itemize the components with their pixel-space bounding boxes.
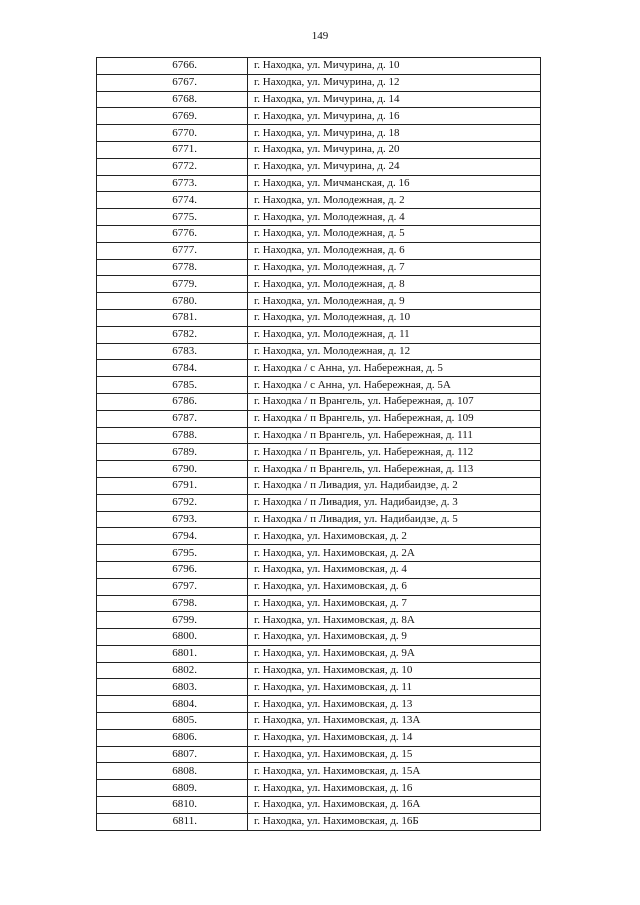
address-cell: г. Находка, ул. Нахимовская, д. 11: [248, 679, 541, 696]
row-number: 6777.: [97, 242, 248, 259]
row-number: 6778.: [97, 259, 248, 276]
table-row: [97, 259, 541, 276]
row-number: 6800.: [97, 629, 248, 646]
row-number: 6809.: [97, 780, 248, 797]
address-cell: г. Находка, ул. Молодежная, д. 5: [248, 225, 541, 242]
address-cell: г. Находка, ул. Мичурина, д. 12: [248, 74, 541, 91]
table-row: [97, 679, 541, 696]
table-row: [97, 225, 541, 242]
address-cell: г. Находка, ул. Нахимовская, д. 15: [248, 746, 541, 763]
table-row: [97, 612, 541, 629]
address-cell: г. Находка, ул. Нахимовская, д. 13: [248, 696, 541, 713]
row-number: 6794.: [97, 528, 248, 545]
table-row: [97, 578, 541, 595]
table-row: [97, 545, 541, 562]
row-number: 6793.: [97, 511, 248, 528]
address-cell: г. Находка, ул. Нахимовская, д. 16А: [248, 797, 541, 814]
row-number: 6786.: [97, 393, 248, 410]
row-number: 6774.: [97, 192, 248, 209]
row-number: 6806.: [97, 729, 248, 746]
table-row: [97, 74, 541, 91]
table-row: [97, 175, 541, 192]
address-cell: г. Находка, ул. Нахимовская, д. 6: [248, 578, 541, 595]
address-table-body: [97, 58, 541, 831]
address-cell: г. Находка / с Анна, ул. Набережная, д. 5А: [248, 377, 541, 394]
row-number: 6780.: [97, 293, 248, 310]
table-row: [97, 360, 541, 377]
table-row: [97, 158, 541, 175]
table-row: [97, 813, 541, 830]
address-cell: г. Находка, ул. Нахимовская, д. 4: [248, 561, 541, 578]
address-cell: г. Находка, ул. Молодежная, д. 4: [248, 209, 541, 226]
address-cell: г. Находка, ул. Нахимовская, д. 8А: [248, 612, 541, 629]
address-cell: г. Находка, ул. Молодежная, д. 10: [248, 309, 541, 326]
table-row: [97, 696, 541, 713]
address-cell: г. Находка / п Врангель, ул. Набережная, д. 112: [248, 444, 541, 461]
table-row: [97, 293, 541, 310]
table-row: [97, 141, 541, 158]
table-row: [97, 427, 541, 444]
row-number: 6804.: [97, 696, 248, 713]
page-number: 149: [311, 30, 329, 42]
table-row: [97, 326, 541, 343]
address-cell: г. Находка, ул. Мичурина, д. 20: [248, 141, 541, 158]
table-row: [97, 746, 541, 763]
row-number: 6791.: [97, 477, 248, 494]
row-number: 6805.: [97, 713, 248, 730]
row-number: 6797.: [97, 578, 248, 595]
table-row: [97, 461, 541, 478]
address-cell: г. Находка / п Ливадия, ул. Надибаидзе, д. 5: [248, 511, 541, 528]
row-number: 6792.: [97, 494, 248, 511]
table-row: [97, 561, 541, 578]
table-row: [97, 477, 541, 494]
address-cell: г. Находка, ул. Нахимовская, д. 10: [248, 662, 541, 679]
row-number: 6769.: [97, 108, 248, 125]
row-number: 6775.: [97, 209, 248, 226]
row-number: 6789.: [97, 444, 248, 461]
row-number: 6779.: [97, 276, 248, 293]
table-row: [97, 309, 541, 326]
row-number: 6787.: [97, 410, 248, 427]
row-number: 6810.: [97, 797, 248, 814]
row-number: 6783.: [97, 343, 248, 360]
address-cell: г. Находка, ул. Молодежная, д. 9: [248, 293, 541, 310]
row-number: 6771.: [97, 141, 248, 158]
address-cell: г. Находка, ул. Нахимовская, д. 9А: [248, 645, 541, 662]
row-number: 6784.: [97, 360, 248, 377]
table-row: [97, 763, 541, 780]
row-number: 6776.: [97, 225, 248, 242]
table-row: [97, 108, 541, 125]
address-cell: г. Находка, ул. Нахимовская, д. 9: [248, 629, 541, 646]
table-row: [97, 595, 541, 612]
table-row: [97, 410, 541, 427]
row-number: 6798.: [97, 595, 248, 612]
table-row: [97, 528, 541, 545]
address-cell: г. Находка / п Врангель, ул. Набережная, д. 111: [248, 427, 541, 444]
address-table: [96, 57, 541, 831]
address-cell: г. Находка, ул. Мичманская, д. 16: [248, 175, 541, 192]
address-cell: г. Находка / п Ливадия, ул. Надибаидзе, д. 3: [248, 494, 541, 511]
address-cell: г. Находка, ул. Нахимовская, д. 15А: [248, 763, 541, 780]
row-number: 6785.: [97, 377, 248, 394]
address-cell: г. Находка, ул. Молодежная, д. 12: [248, 343, 541, 360]
table-row: [97, 511, 541, 528]
row-number: 6767.: [97, 74, 248, 91]
table-row: [97, 242, 541, 259]
address-cell: г. Находка / п Врангель, ул. Набережная, д. 113: [248, 461, 541, 478]
row-number: 6808.: [97, 763, 248, 780]
table-row: [97, 444, 541, 461]
row-number: 6803.: [97, 679, 248, 696]
address-cell: г. Находка, ул. Мичурина, д. 16: [248, 108, 541, 125]
address-cell: г. Находка, ул. Молодежная, д. 7: [248, 259, 541, 276]
row-number: 6766.: [97, 58, 248, 75]
address-cell: г. Находка, ул. Нахимовская, д. 16: [248, 780, 541, 797]
address-cell: г. Находка, ул. Мичурина, д. 18: [248, 125, 541, 142]
address-cell: г. Находка, ул. Нахимовская, д. 13А: [248, 713, 541, 730]
address-cell: г. Находка, ул. Нахимовская, д. 7: [248, 595, 541, 612]
row-number: 6799.: [97, 612, 248, 629]
address-cell: г. Находка, ул. Молодежная, д. 6: [248, 242, 541, 259]
address-cell: г. Находка, ул. Мичурина, д. 10: [248, 58, 541, 75]
table-row: [97, 58, 541, 75]
table-row: [97, 629, 541, 646]
row-number: 6770.: [97, 125, 248, 142]
table-row: [97, 125, 541, 142]
table-row: [97, 276, 541, 293]
row-number: 6781.: [97, 309, 248, 326]
address-cell: г. Находка / п Врангель, ул. Набережная, д. 109: [248, 410, 541, 427]
table-row: [97, 797, 541, 814]
row-number: 6772.: [97, 158, 248, 175]
row-number: 6773.: [97, 175, 248, 192]
address-cell: г. Находка, ул. Молодежная, д. 8: [248, 276, 541, 293]
table-row: [97, 713, 541, 730]
address-cell: г. Находка, ул. Нахимовская, д. 2А: [248, 545, 541, 562]
address-cell: г. Находка, ул. Мичурина, д. 24: [248, 158, 541, 175]
row-number: 6796.: [97, 561, 248, 578]
address-cell: г. Находка, ул. Молодежная, д. 2: [248, 192, 541, 209]
address-cell: г. Находка / п Врангель, ул. Набережная, д. 107: [248, 393, 541, 410]
address-cell: г. Находка, ул. Мичурина, д. 14: [248, 91, 541, 108]
table-row: [97, 91, 541, 108]
address-cell: г. Находка, ул. Нахимовская, д. 16Б: [248, 813, 541, 830]
address-cell: г. Находка, ул. Нахимовская, д. 2: [248, 528, 541, 545]
table-row: [97, 343, 541, 360]
row-number: 6768.: [97, 91, 248, 108]
row-number: 6807.: [97, 746, 248, 763]
table-row: [97, 393, 541, 410]
table-row: [97, 377, 541, 394]
table-row: [97, 662, 541, 679]
row-number: 6790.: [97, 461, 248, 478]
table-row: [97, 645, 541, 662]
address-cell: г. Находка, ул. Нахимовская, д. 14: [248, 729, 541, 746]
row-number: 6795.: [97, 545, 248, 562]
table-row: [97, 729, 541, 746]
table-row: [97, 209, 541, 226]
row-number: 6788.: [97, 427, 248, 444]
row-number: 6802.: [97, 662, 248, 679]
address-cell: г. Находка / п Ливадия, ул. Надибаидзе, д. 2: [248, 477, 541, 494]
table-row: [97, 192, 541, 209]
table-row: [97, 494, 541, 511]
address-cell: г. Находка / с Анна, ул. Набережная, д. 5: [248, 360, 541, 377]
table-row: [97, 780, 541, 797]
row-number: 6801.: [97, 645, 248, 662]
address-cell: г. Находка, ул. Молодежная, д. 11: [248, 326, 541, 343]
row-number: 6811.: [97, 813, 248, 830]
row-number: 6782.: [97, 326, 248, 343]
